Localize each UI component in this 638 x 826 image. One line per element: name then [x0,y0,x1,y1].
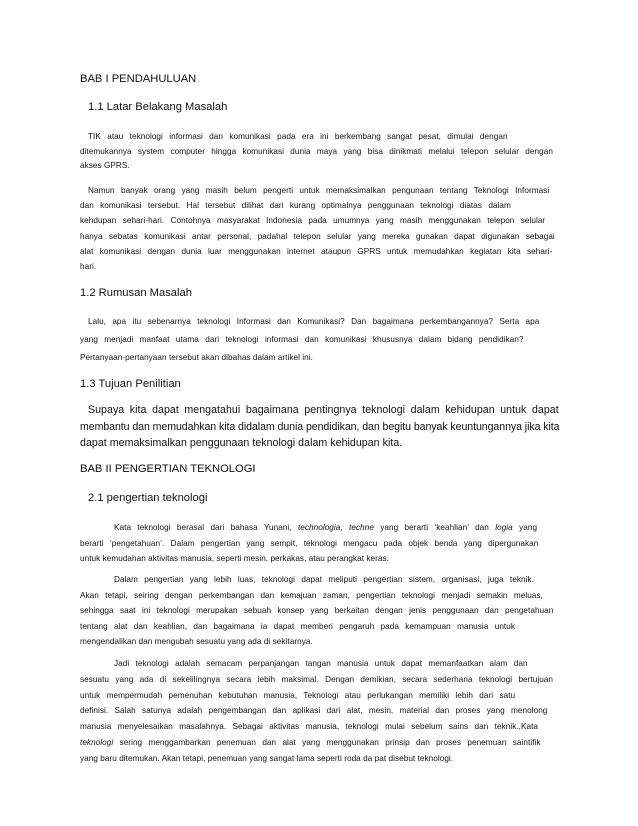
section-heading-1-2: 1.2 Rumusan Masalah [80,287,192,299]
paragraph-2-1-a: Kata teknologi berasal dari bahasa Yunani, technologia, techne yang berarti ‘keahlian’ dan logia yang berarti ‘pengetahuan’. Dalam pengertian yang sempit, teknologi mengacu pada objek benda yang dipergunakan untuk kemudahan aktivitas manusia, seperti mesin, perkakas, atau perangkat keras. [80,523,539,563]
chapter-title-bab1: BAB I PENDAHULUAN [80,73,197,85]
chapter-title-bab2: BAB II PENGERTIAN TEKNOLOGI [80,463,256,475]
paragraph-1-1-b: Namun banyak orang yang masih belum pengerti untuk memaksimalkan pengunaan tentang Teknologi Informasi dan komunikasi tersebut. Hal tersebut dilihat dari kurang optimalnya penggunaan teknologi diatas dalam kehdupan sehari-hari. Contohnya masyarakat Indonesia pada umumnya yang masih menggunakan telepon selular hanya sebatas komunikasi antar personal, padahal telepon selular yang mereka gunakan dapat digunakan sebagai alat komunikasi dengan dunia luar menggunakan internet ataupun GPRS untuk memudahkan kegiatan kita sehari- hari. [80,186,555,272]
section-heading-1-1: 1.1 Latar Belakang Masalah [88,101,228,113]
section-heading-2-1: 2.1 pengertian teknologi [88,492,208,504]
paragraph-2-1-b: Dalam pengertian yang lebih luas, teknologi dapat meliputi pengertian sistem, organisasi, juga teknik. Akan tetapi, seiring dengan perkembangan dan kemajuan zaman, pengertian teknologi menjadi semakin meluas, sehingga saat ini teknologi merupakan sebuah konsep yang berkaitan dengan jenis penggunaan dan pengetahuan tentang alat dan keahlian, dan bagaimana ia dapat memberi pengaruh pada kemampuan manusia untuk mengendalikan dan mengubah sesuatu yang ada di sekitarnya. [80,575,554,647]
paragraph-1-1-a: TIK atau teknologi informasi dan komunikasi pada era ini berkembang sangat pesat, dimulai dengan ditemukannya system computer hingga komunikasi dunia maya yang bisa dinikmati melalui telepon selular dengan akses GPRS. [80,132,553,170]
section-heading-1-3: 1.3 Tujuan Penilitian [80,378,181,390]
paragraph-2-1-c: Jadi teknologi adalah semacam perpanjangan tangan manusia untuk dapat memanfaatkan alam dan sesuatu yang ada di sekelilingnya secara lebih maksimal. Dengan demikian, secara sederhana teknologi bertujuan untuk mempermudah pemenuhan kebutuhan manusia, Teknologi atau perlukangan memiliki lebih dari satu definisi. Salah satunya adalah pengembangan dan aplikasi dari alat, mesin, material dan proses yang menolong manusia menyelesaikan masalahnya. Sebagai aktivitas manusia, teknologi mulai sebelum sains dan teknik.,Kata teknologi sering menggambarkan penemuan dan alat yang menggunakan prinsip dan proses penemuan saintifik yang baru ditemukan. Akan tetapi, penemuan yang sangat lama seperti roda da pat disebut teknologi. [80,659,554,763]
paragraph-1-3: Supaya kita dapat mengatahui bagaimana pentingnya teknologi dalam kehidupan untuk dapat membantu dan memudahkan kita didalam dunia pendidikan, dan begitu banyak keuntungannya jika kita dapat memaksimalkan penggunaan teknologi dalam kehidupan kita. [80,404,560,449]
paragraph-1-2: Lalu, apa itu sebenarnya teknologi Informasi dan Komunikasi? Dan bagaimana perkembangannya? Serta apa yang menjadi manfaat utama dari teknologi informasi dan komunikasi khususnya dalam bidang pendidikan? Pertanyaan-pertanyaan tersebut akan dibahas dalam artikel ini. [80,317,540,362]
